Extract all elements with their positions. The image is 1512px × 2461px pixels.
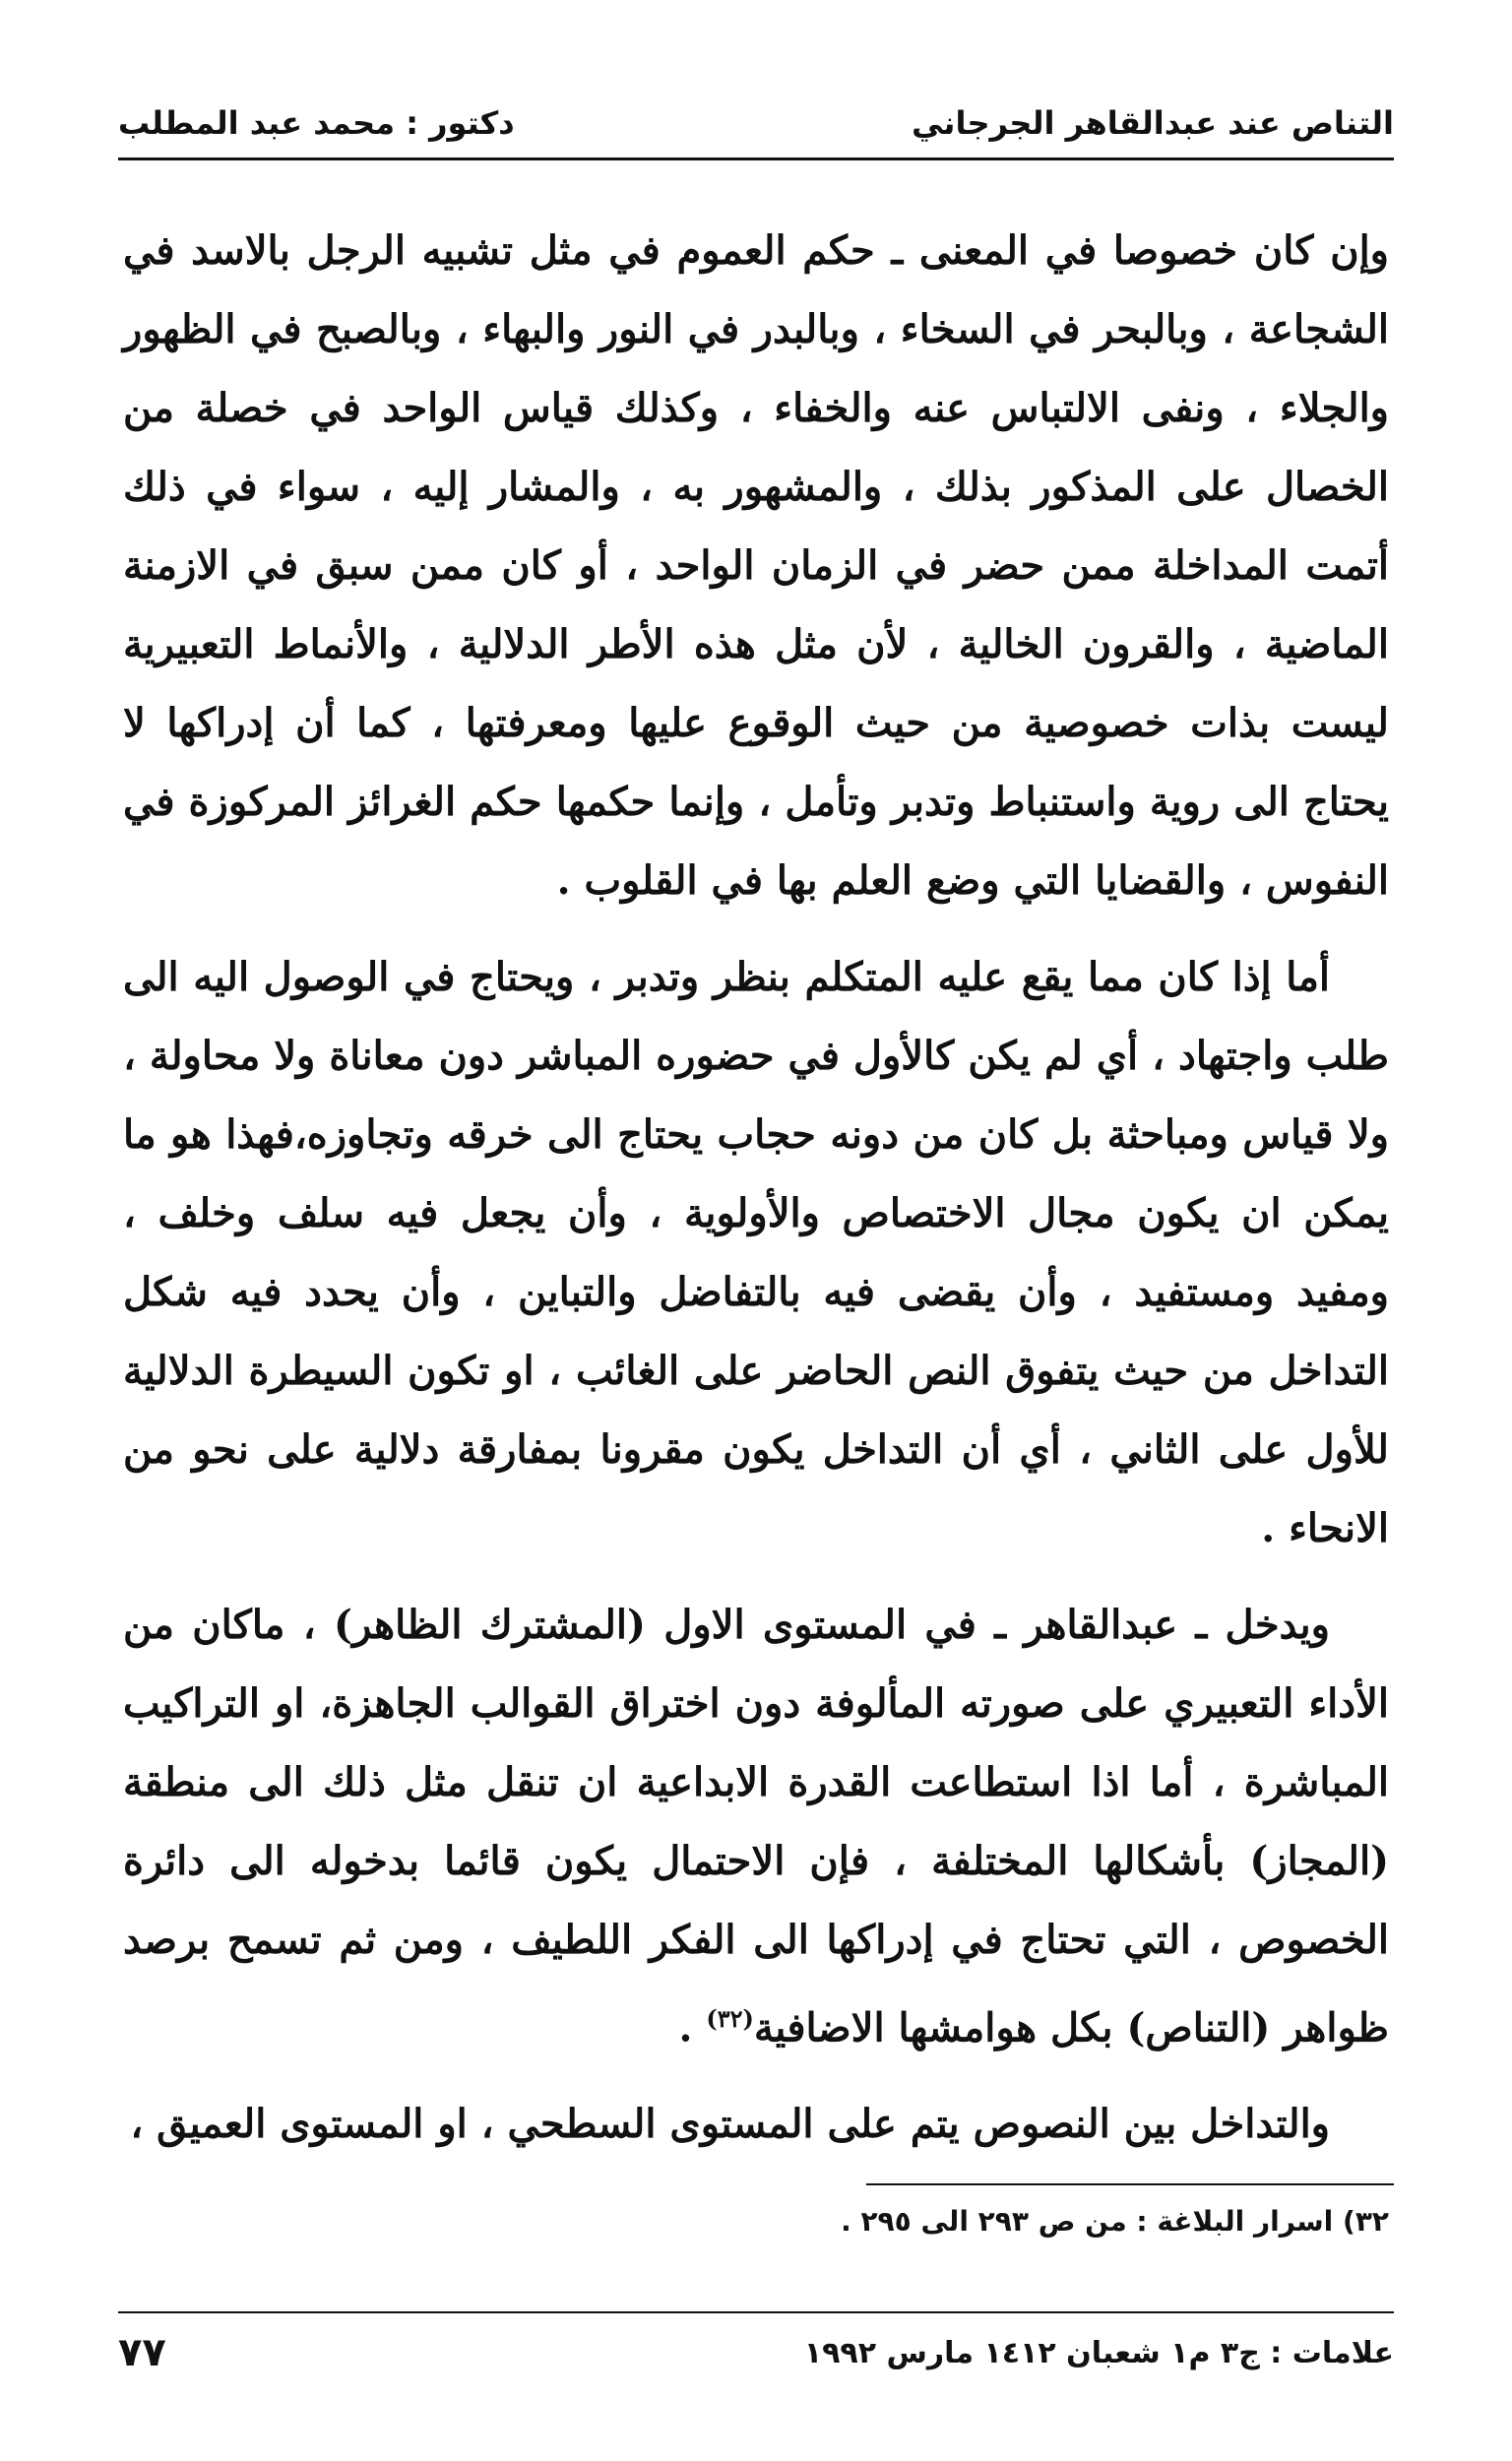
article-title: التناص عند عبدالقاهر الجرجاني [912, 104, 1394, 142]
article-body [123, 212, 1389, 2181]
page-number: ٧٧ [118, 2330, 166, 2375]
paragraph-1: وإن كان خصوصا في المعنى ـ حكم العموم في مثل تشبيه الرجل بالاسد في الشجاعة ، وبالبحر في السخاء ، وبالبدر في النور والبهاء ، وبالصبح في الظهور والجلاء ، ونفى الالتباس عنه والخفاء ، وكذلك قياس الواحد في خصلة من الخصال على المذكور بذلك ، والمشهور به ، والمشار إليه ، سواء في ذلك أتمت المداخلة ممن حضر في الزمان الواحد ، أو كان ممن سبق في الازمنة الماضية ، والقرون الخالية ، لأن مثل هذه الأطر الدلالية ، والأنماط التعبيرية ليست بذات خصوصية من حيث الوقوع عليها ومعرفتها ، كما أن إدراكها لا يحتاج الى روية واستنباط وتدبر وتأمل ، وإنما حكمها حكم الغرائز المركوزة في النفوس ، والقضايا التي وضع العلم بها في القلوب . [123, 227, 1390, 904]
footnote-reference[interactable]: (٣٢) [706, 2004, 754, 2033]
header-rule [118, 158, 1394, 160]
paragraph-2: أما إذا كان مما يقع عليه المتكلم بنظر وتدبر ، ويحتاج في الوصول اليه الى طلب واجتهاد ، أي لم يكن كالأول في حضوره المباشر دون معاناة ولا محاولة ، ولا قياس ومباحثة بل كان من دونه حجاب يحتاج الى خرقه وتجاوزه،فهذا هو ما يمكن ان يكون مجال الاختصاص والأولوية ، وأن يجعل فيه سلف وخلف ، ومفيد ومستفيد ، وأن يقضى فيه بالتفاضل والتباين ، وأن يحدد فيه شكل التداخل من حيث يتفوق النص الحاضر على الغائب ، او تكون السيطرة الدلالية للأول على الثاني ، أي أن التداخل يكون مقرونا بمفارقة دلالية على نحو من الانحاء . [123, 954, 1389, 1551]
footer-rule [118, 2311, 1394, 2313]
footnote: ٣٢) اسرار البلاغة : من ص ٢٩٣ الى ٢٩٥ . [841, 2205, 1389, 2238]
running-head [118, 94, 1394, 153]
paragraph-3-text: ويدخل ـ عبدالقاهر ـ في المستوى الاول (المشترك الظاهر) ، ماكان من الأداء التعبيري على صورته المألوفة دون اختراق القوالب الجاهزة، او التراكيب المباشرة ، أما اذا استطاعت القدرة الابداعية ان تنقل مثل ذلك الى منطقة (المجاز) بأشكالها المختلفة ، فإن الاحتمال يكون قائما بدخوله الى دائرة الخصوص ، التي تحتاج في إدراكها الى الفكر اللطيف ، ومن ثم تسمح برصد ظواهر (التناص) بكل هوامشها الاضافية [123, 1602, 1389, 2051]
paragraph-4: والتداخل بين النصوص يتم على المستوى السطحي ، او المستوى العميق ، [130, 2101, 1330, 2148]
paragraph-3-end: . [678, 2004, 707, 2051]
page-footer [118, 2323, 1394, 2382]
footnote-rule [866, 2183, 1394, 2185]
journal-issue: علامات : ج٣ م١ شعبان ١٤١٢ مارس ١٩٩٢ [803, 2335, 1394, 2370]
paragraph-3 [123, 1586, 1389, 2067]
author-name: دكتور : محمد عبد المطلب [118, 104, 515, 142]
